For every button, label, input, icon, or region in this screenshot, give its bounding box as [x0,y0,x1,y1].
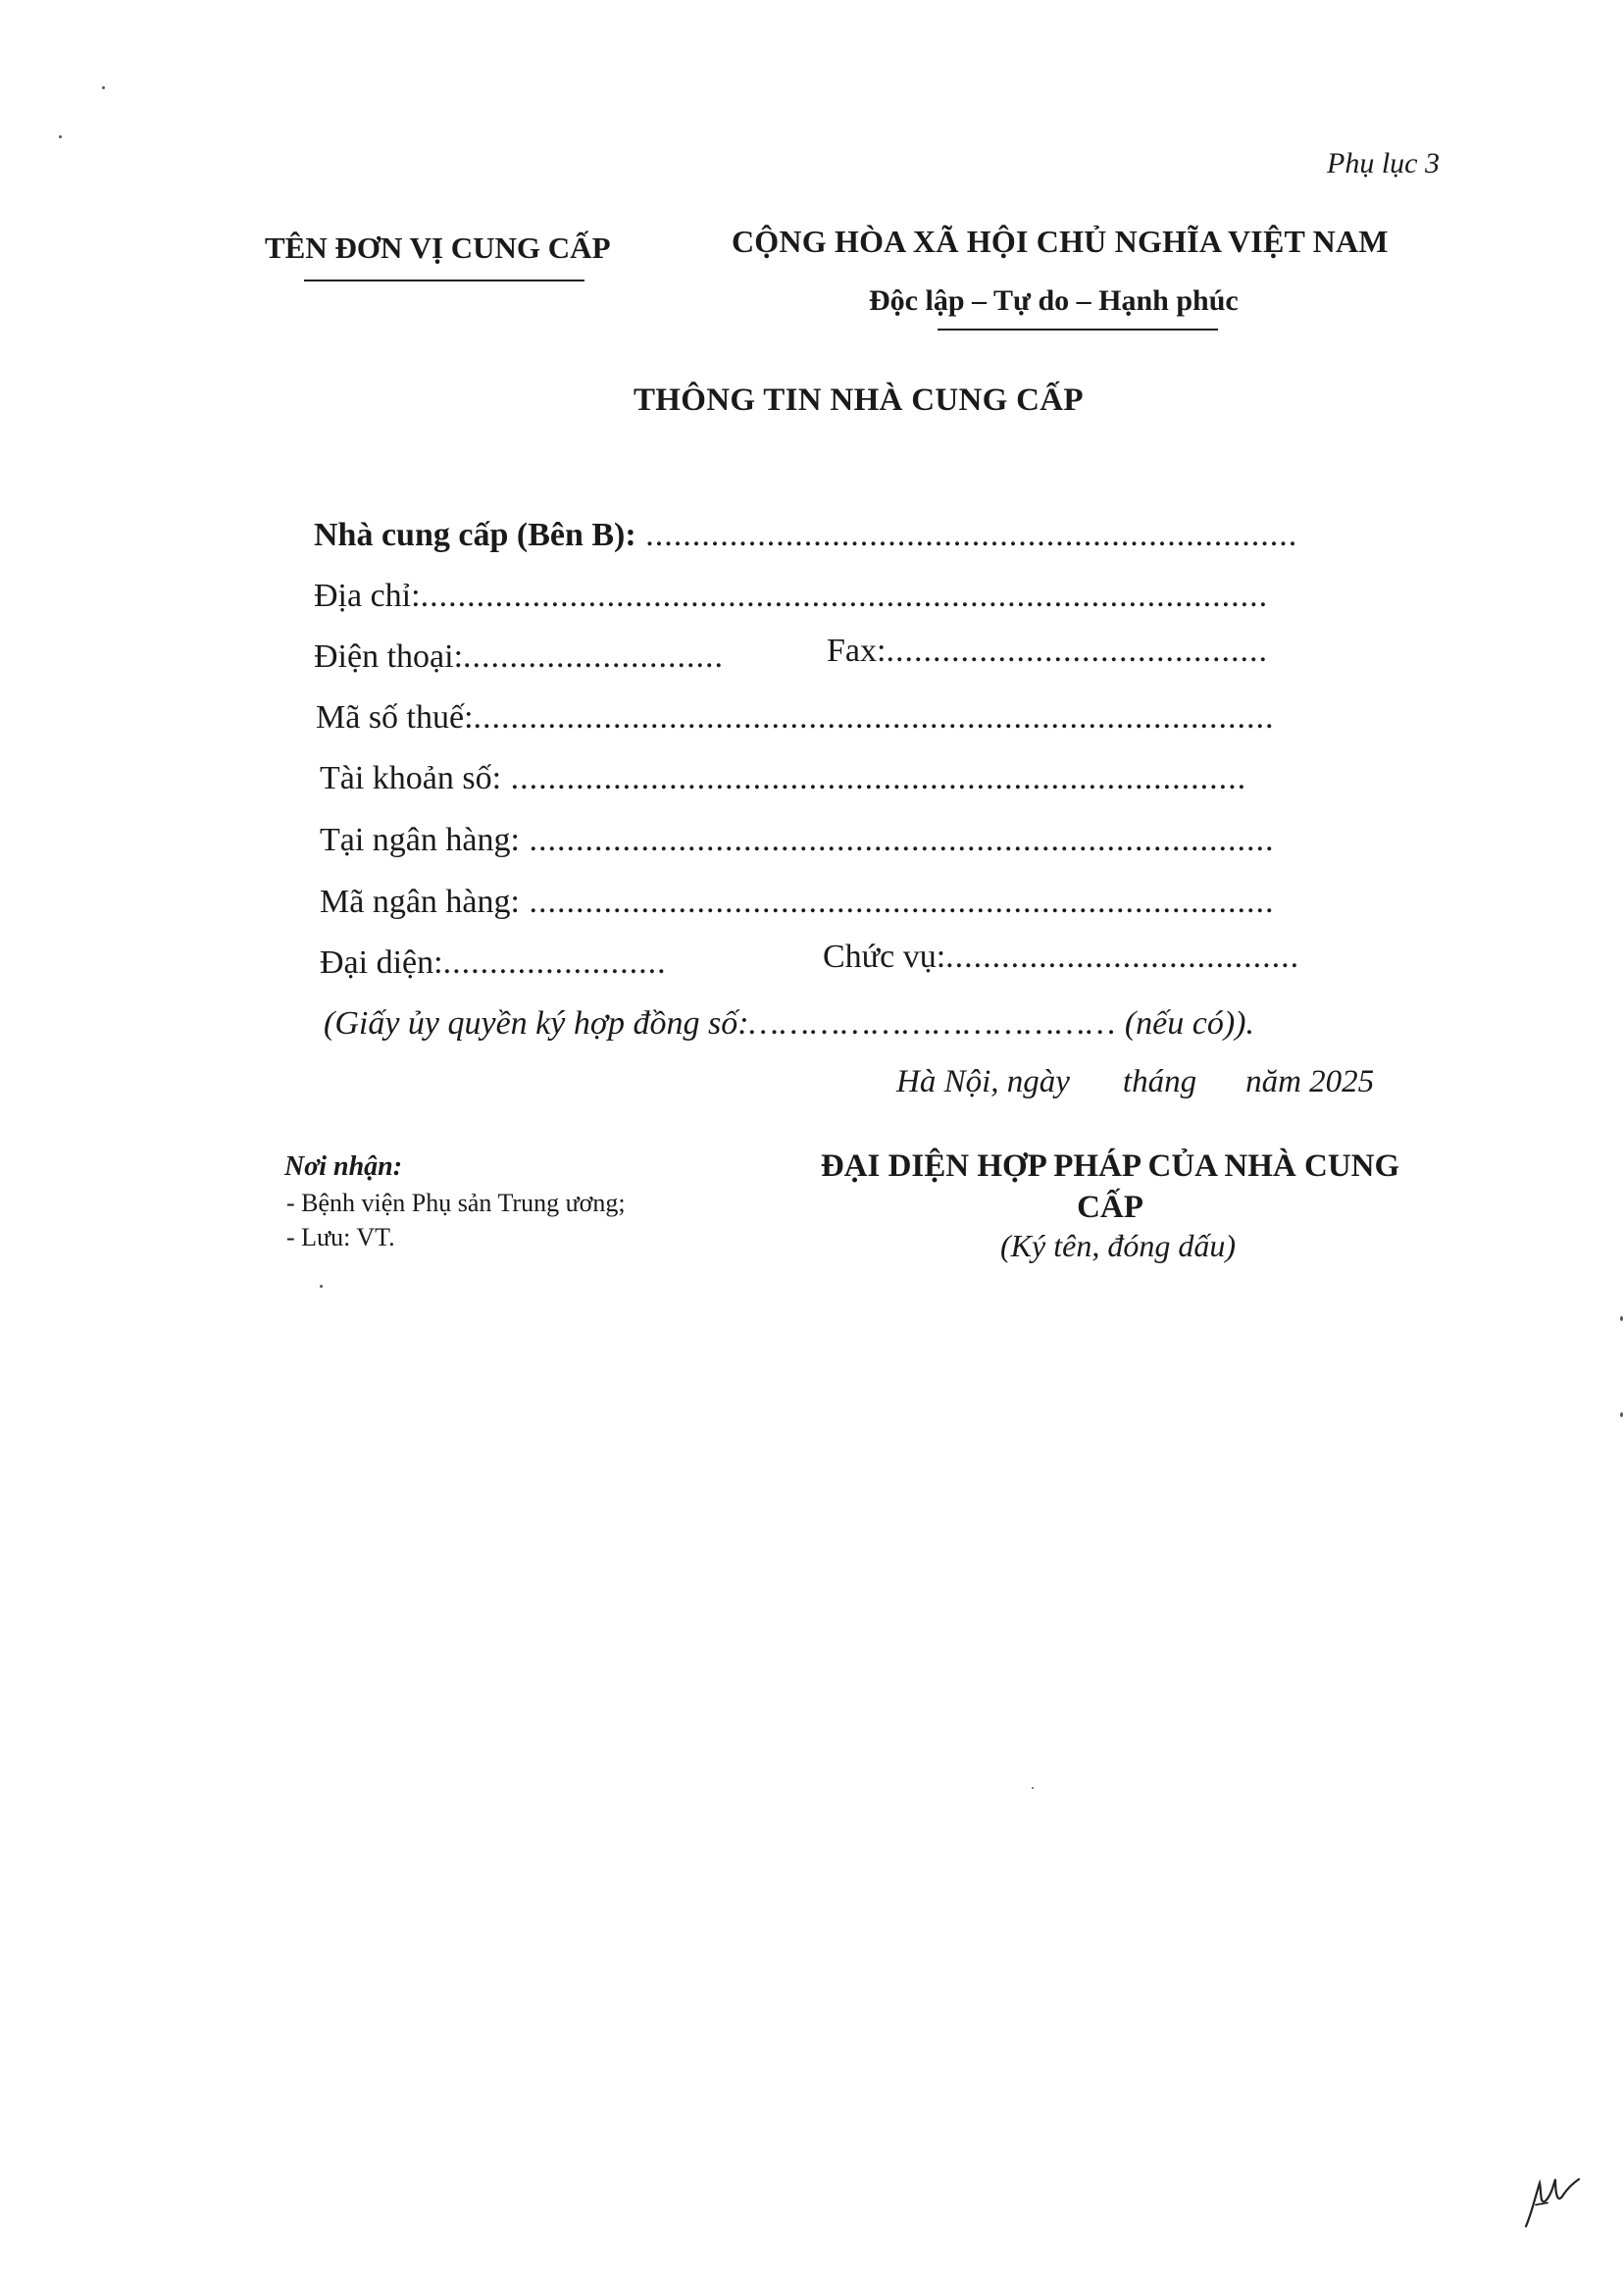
field-tax-code-label: Mã số thuế: [316,699,474,736]
date-place-day: Hà Nội, ngày [896,1064,1070,1099]
field-bank-dots: ................................................................................ [519,822,1275,858]
field-account-number [320,759,1246,798]
field-position-dots: ...................................... [945,939,1300,975]
field-bank-label: Tại ngân hàng: [320,822,520,858]
recipients-title: Nơi nhận: [284,1151,403,1182]
scan-speck [320,1285,323,1288]
field-account-dots: ............................................................................... [501,760,1247,796]
date-line [896,1064,1374,1100]
field-position-label: Chức vụ: [823,939,946,975]
field-fax-label: Fax: [827,633,887,669]
field-bank-code-dots: ................................................................................ [519,884,1275,920]
field-account-label: Tài khoản số: [320,760,502,796]
field-supplier-dots: ...................................................................... [635,517,1298,553]
field-tax-code-dots: ...................................................................................... [473,699,1275,736]
date-month: tháng [1122,1064,1197,1099]
field-representative-label: Đại diện: [320,944,443,981]
scan-speck [1032,1787,1034,1789]
field-supplier [314,516,1297,555]
field-authorization-suffix: (nếu có)). [1116,1005,1255,1042]
field-address-dots: ........................................................................................... [420,578,1269,614]
motto-underline [938,329,1218,331]
field-address [314,577,1268,616]
field-phone-label: Điện thoại: [314,638,464,675]
scan-speck [59,135,62,138]
field-phone-dots: ............................ [463,638,725,675]
field-authorization-dots: ……………………………… [748,1005,1117,1042]
field-position [823,938,1299,977]
provider-unit-name: TÊN ĐƠN VỊ CUNG CẤP [265,230,611,265]
field-supplier-label: Nhà cung cấp (Bên B): [314,517,636,553]
field-representative [320,943,667,983]
scan-speck [1620,1316,1623,1321]
document-title: THÔNG TIN NHÀ CUNG CẤP [634,382,1084,418]
signature-block-title: ĐẠI DIỆN HỢP PHÁP CỦA NHÀ CUNG CẤP [820,1148,1400,1225]
field-phone [314,637,724,677]
field-fax-dots: ......................................... [886,633,1268,669]
national-title: CỘNG HÒA XÃ HỘI CHỦ NGHĨA VIỆT NAM [732,224,1389,259]
field-bank-code-label: Mã ngân hàng: [320,884,520,920]
field-authorization-label: (Giấy ủy quyền ký hợp đồng số: [324,1005,749,1042]
field-representative-dots: ........................ [442,944,667,981]
scan-speck [1620,1412,1623,1417]
recipient-item: - Lưu: VT. [286,1223,395,1251]
field-tax-code [316,698,1275,738]
date-year: năm 2025 [1245,1064,1375,1099]
field-address-label: Địa chỉ: [314,578,421,614]
national-motto: Độc lập – Tự do – Hạnh phúc [869,284,1239,317]
handwritten-initials [1518,2166,1587,2234]
signature-block-note: (Ký tên, đóng dấu) [1000,1228,1236,1263]
scan-speck [102,86,105,89]
field-bank-code [320,883,1274,922]
appendix-label: Phụ lục 3 [1327,147,1440,179]
recipient-item: - Bệnh viện Phụ sản Trung ương; [286,1189,626,1217]
field-authorization [324,1004,1254,1044]
unit-name-underline [304,280,584,281]
field-fax [827,632,1268,671]
field-bank [320,821,1274,860]
